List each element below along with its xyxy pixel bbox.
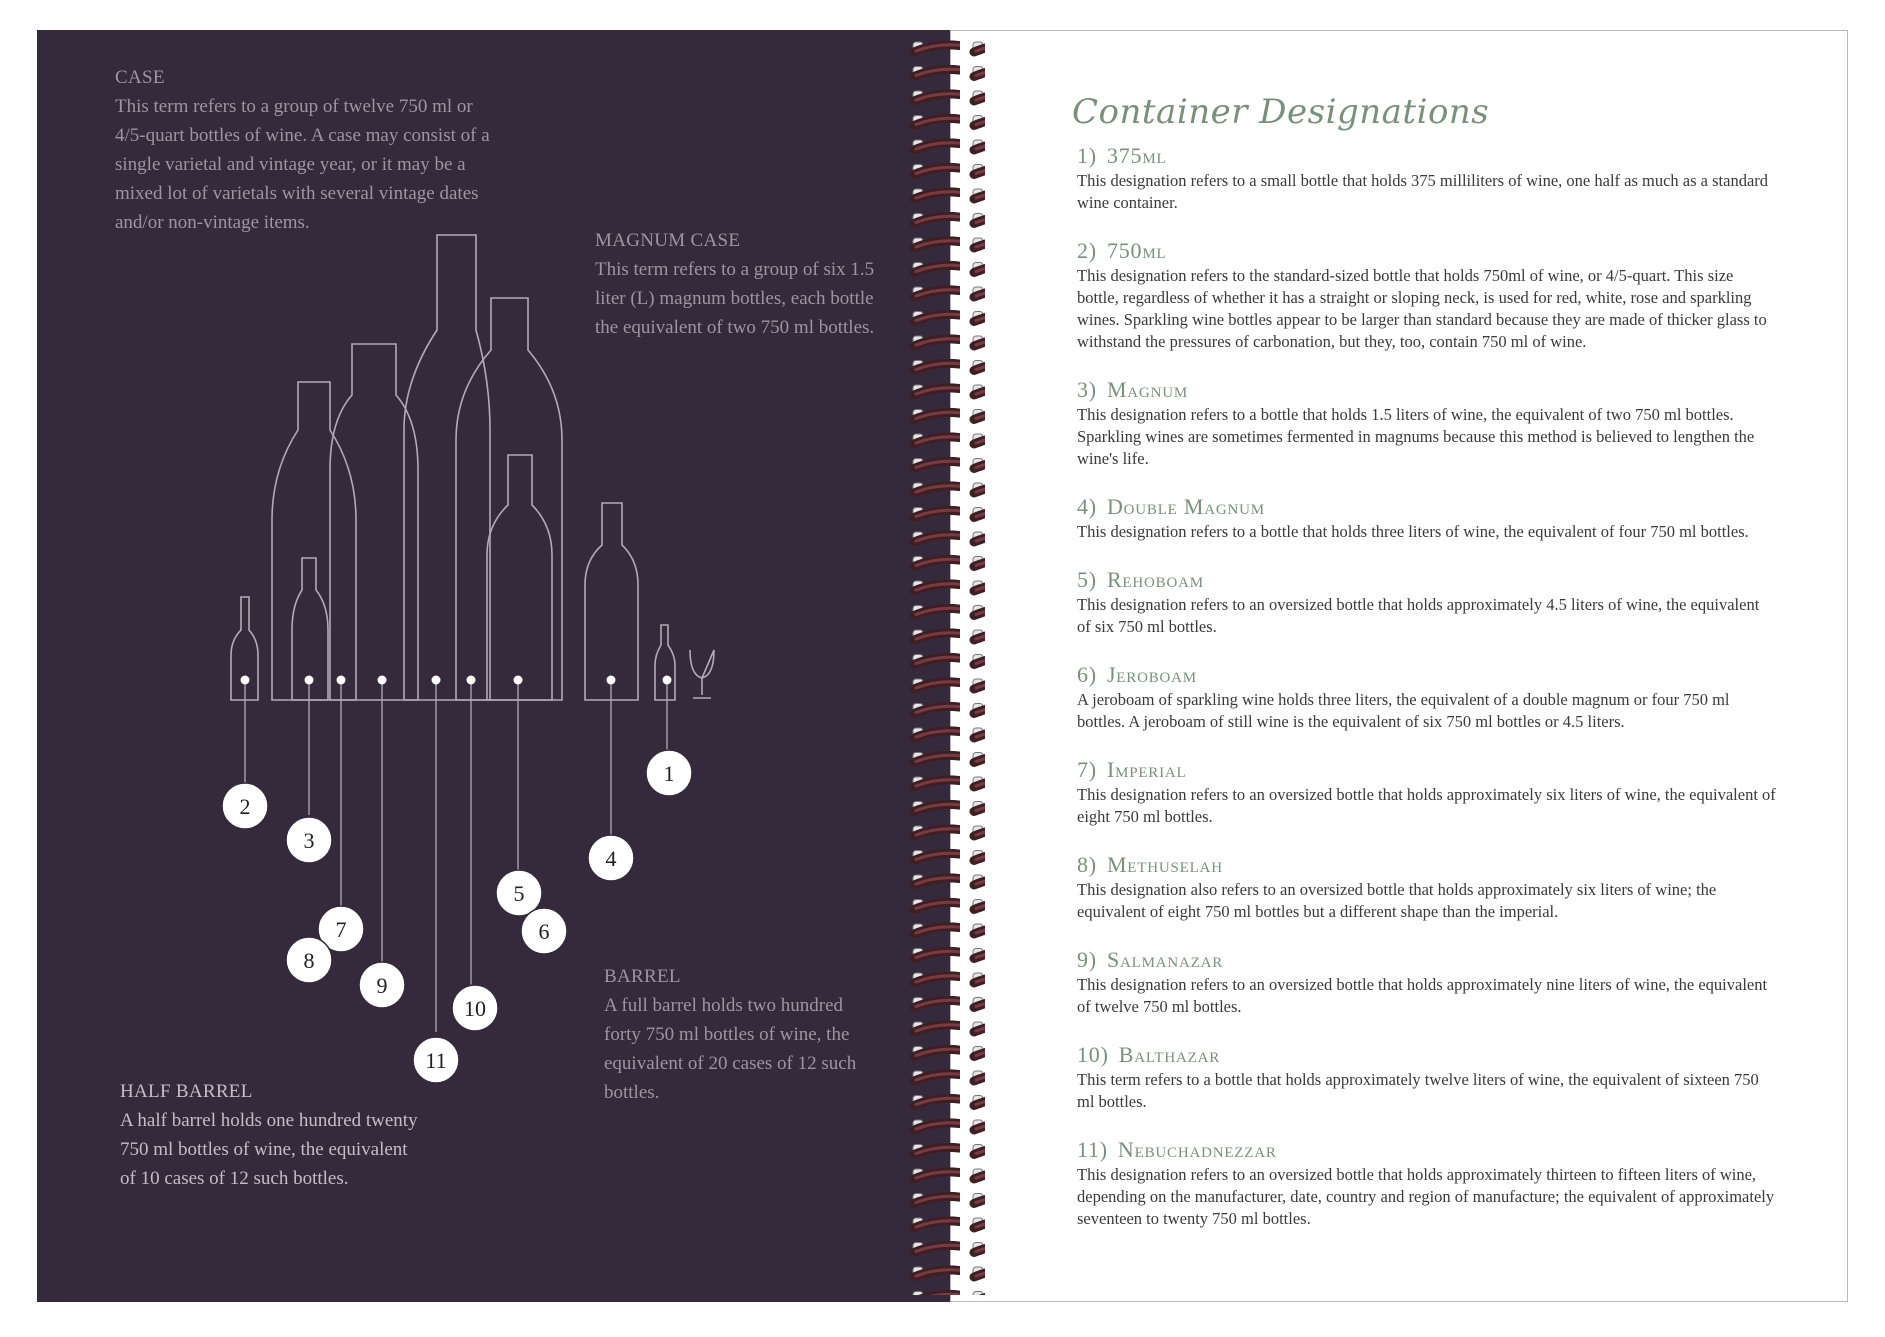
magnum-case-body: This term refers to a group of six 1.5 liter (L) magnum bottles, each bottle the equivalent of two 750 ml bottles. [595,259,875,338]
designation-number: 4) [1077,494,1097,519]
designation-heading [1077,756,1777,783]
marker-5: 5 [513,881,525,906]
marker-10: 10 [464,996,486,1021]
designation-name: Nebuchadnezzar [1117,1137,1277,1162]
marker-7: 7 [335,917,347,942]
barrel-body: A full barrel holds two hundred forty 750 ml bottles of wine, the equivalent of 20 cases of 12 such bottles. [604,995,857,1103]
designation-heading [1077,851,1777,878]
designation-entry [1077,1136,1777,1230]
designation-number: 2) [1077,238,1097,263]
marker-2: 2 [239,794,251,819]
marker-8: 8 [303,948,315,973]
designation-entry [1077,142,1777,214]
designation-heading [1077,1041,1777,1068]
designation-name: Magnum [1106,377,1188,402]
designation-number: 1) [1077,143,1097,168]
designation-description: This designation refers to an oversized bottle that holds approximately nine liters of wine, the equivalent of twelve 750 ml bottles. [1077,975,1768,1016]
designation-heading [1077,142,1777,169]
half-barrel-heading: HALF BARREL [120,1081,253,1102]
designation-description: This designation refers to the standard-sized bottle that holds 750ml of wine, or 4/5-quart. This size bottle, regardless of whether it has a straight or sloping neck, is used for red, white, rose and sparkling wines. Sparkling wine bottles appear to be larger than standard because they are made of thicker glass to withstand the pressures of carbonation, but they, too, contain 750 ml of wine. [1077,266,1767,351]
designation-number: 6) [1077,662,1097,687]
barrel-heading: BARREL [604,966,681,987]
designation-description: This designation refers to a bottle that holds 1.5 liters of wine, the equivalent of two 750 ml bottles. Sparkling wines are sometimes fermented in magnums because this method is believed to lengthen the wine's life. [1077,405,1755,468]
marker-9: 9 [376,973,388,998]
case-heading: CASE [115,67,165,88]
designation-description: This designation refers to an oversized bottle that holds approximately six liters of wine, the equivalent of eight 750 ml bottles. [1077,785,1776,826]
designation-heading [1077,237,1777,264]
designation-name: 375ml [1106,143,1167,168]
designation-name: Balthazar [1118,1042,1221,1067]
marker-3: 3 [303,828,315,853]
marker-11: 11 [425,1048,447,1073]
designation-entry [1077,237,1777,353]
half-barrel-body: A half barrel holds one hundred twenty 750 ml bottles of wine, the equivalent of 10 cases of 12 such bottles. [120,1110,418,1189]
designation-number: 7) [1077,757,1097,782]
designation-number: 5) [1077,567,1097,592]
designation-heading [1077,493,1777,520]
designation-entry [1077,661,1777,733]
marker-1: 1 [663,761,675,786]
designation-name: Jeroboam [1106,662,1197,687]
designation-entry [1077,493,1777,543]
designation-name: Imperial [1106,757,1187,782]
designation-heading [1077,566,1777,593]
designation-description: This designation refers to a small bottle that holds 375 milliliters of wine, one half as much as a standard wine container. [1077,171,1769,212]
designation-name: Rehoboam [1106,567,1204,592]
designation-description: This designation refers to a bottle that holds three liters of wine, the equivalent of four 750 ml bottles. [1077,522,1749,541]
designation-entry [1077,376,1777,470]
designation-entry [1077,851,1777,923]
marker-4: 4 [605,846,617,871]
designation-number: 10) [1077,1042,1109,1067]
designation-name: 750ml [1106,238,1167,263]
magnum-case-heading: MAGNUM CASE [595,230,741,251]
case-body: This term refers to a group of twelve 750 ml or 4/5-quart bottles of wine. A case may consist of a single varietal and vintage year, or it may be a mixed lot of varietals with several vintage dates and/or non-vintage items. [115,96,490,233]
designation-description: This designation refers to an oversized bottle that holds approximately 4.5 liters of wine, the equivalent of six 750 ml bottles. [1077,595,1760,636]
designation-name: Double Magnum [1106,494,1265,519]
designation-description: This designation also refers to an oversized bottle that holds approximately six liters of wine; the equivalent of eight 750 ml bottles but a different shape than the imperial. [1077,880,1717,921]
designation-description: This designation refers to an oversized bottle that holds approximately thirteen to fifteen liters of wine, depending on the manufacturer, date, country and region of manufacture; the equivalent of approximately seventeen to twenty 750 ml bottles. [1077,1165,1775,1228]
designation-description: This term refers to a bottle that holds approximately twelve liters of wine, the equivalent of sixteen 750 ml bottles. [1077,1070,1759,1111]
designation-number: 3) [1077,377,1097,402]
designation-heading [1077,946,1777,973]
designation-heading [1077,376,1777,403]
designation-description: A jeroboam of sparkling wine holds three liters, the equivalent of a double magnum or four 750 ml bottles. A jeroboam of still wine is the equivalent of six 750 ml bottles or 4.5 liters. [1077,690,1730,731]
designation-entry [1077,1041,1777,1113]
page-title: Container Designations [1072,92,1490,132]
designation-list [1077,142,1777,1253]
designation-name: Salmanazar [1106,947,1224,972]
designation-name: Methuselah [1106,852,1223,877]
designation-number: 8) [1077,852,1097,877]
designation-entry [1077,756,1777,828]
designation-entry [1077,566,1777,638]
designation-number: 11) [1077,1137,1108,1162]
marker-6: 6 [538,919,550,944]
designation-heading [1077,661,1777,688]
designation-entry [1077,946,1777,1018]
designation-heading [1077,1136,1777,1163]
designation-number: 9) [1077,947,1097,972]
